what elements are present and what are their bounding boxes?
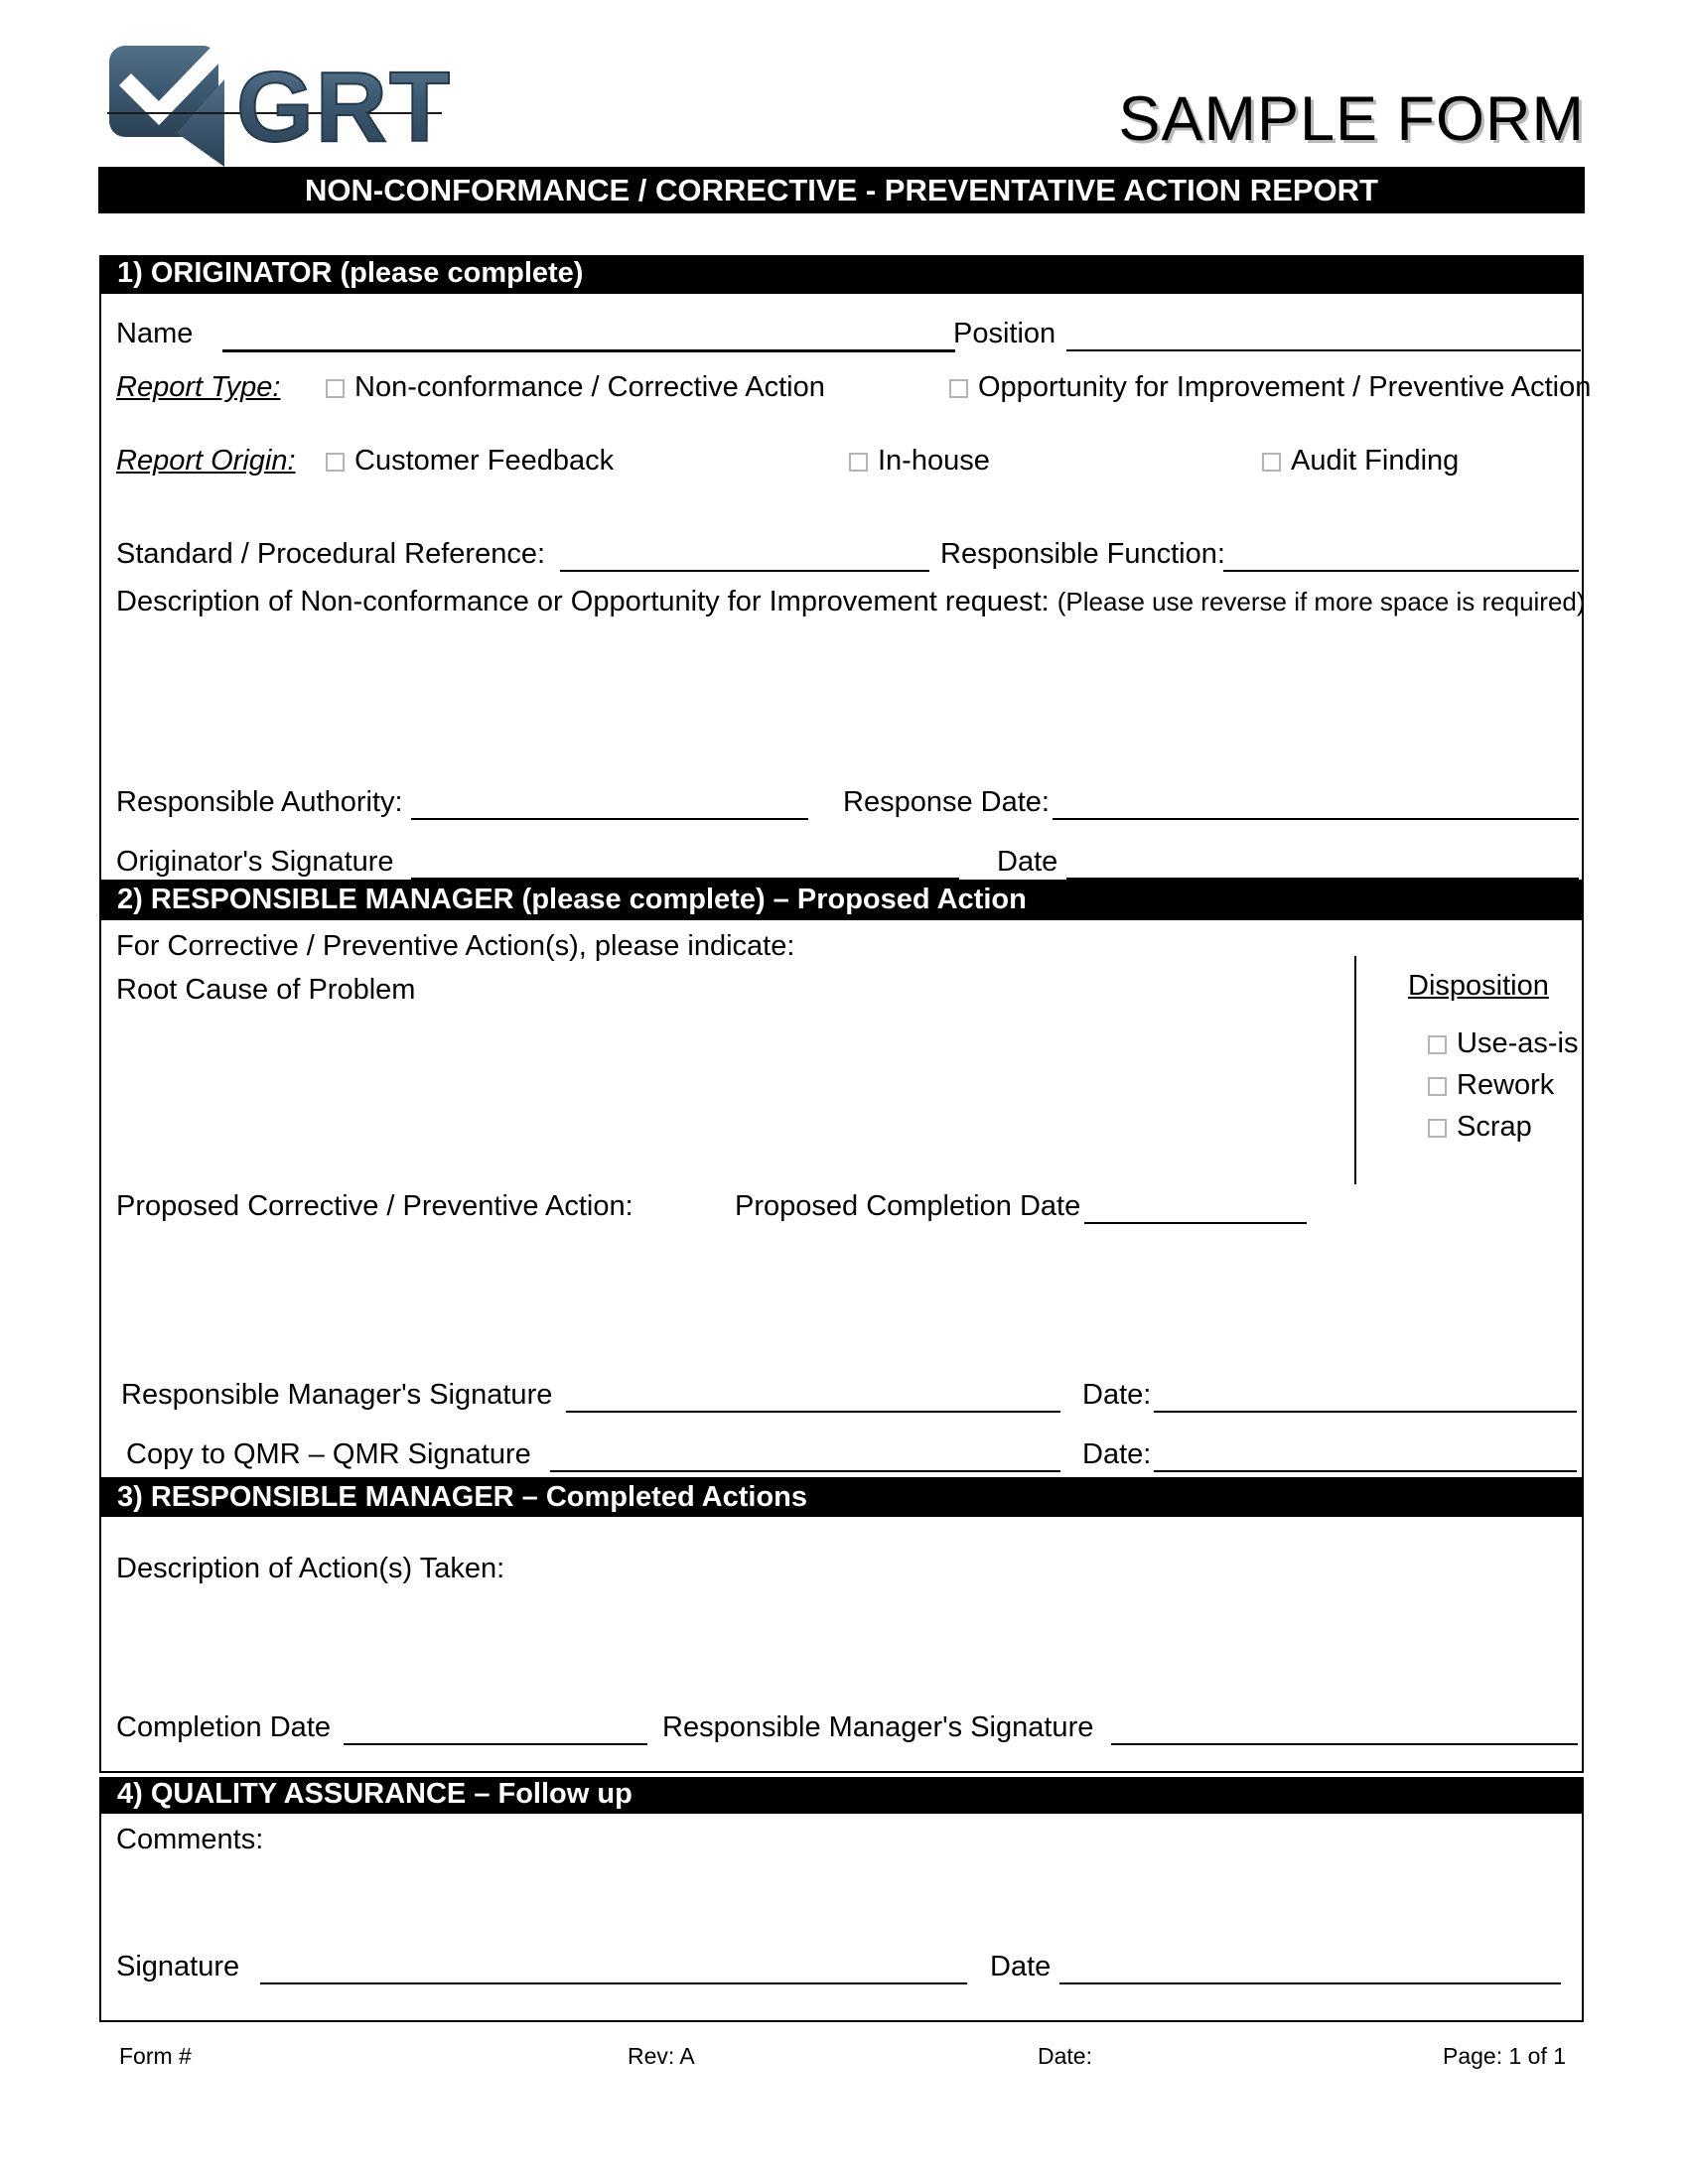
report-origin-label: Report Origin: <box>116 445 296 477</box>
section3-header: 3) RESPONSIBLE MANAGER – Completed Actions <box>99 1479 1584 1515</box>
report-type-option-label: Opportunity for Improvement / Preventive Action <box>978 371 1592 403</box>
qmr-date-field-line[interactable] <box>1154 1470 1577 1472</box>
footer-date: Date: <box>1038 2043 1092 2069</box>
section2-intro: For Corrective / Preventive Action(s), please indicate: <box>116 930 795 962</box>
disposition-option-label: Use-as-is <box>1457 1027 1579 1059</box>
qmr-signature-label: Copy to QMR – QMR Signature <box>126 1438 531 1470</box>
section2-header: 2) RESPONSIBLE MANAGER (please complete) – Proposed Action <box>99 882 1584 918</box>
originator-date-label: Date <box>997 846 1058 878</box>
response-date-label: Response Date: <box>843 786 1050 818</box>
section1-box <box>99 292 1592 882</box>
logo-text: GRT <box>236 52 453 163</box>
grt-logo-graphic <box>99 34 477 173</box>
report-origin-option-customer <box>326 445 614 478</box>
section1-header: 1) ORIGINATOR (please complete) <box>99 255 1584 292</box>
disposition-label: Disposition <box>1408 970 1549 1002</box>
originator-signature-field-line[interactable] <box>411 878 959 880</box>
report-type-option-label: Non-conformance / Corrective Action <box>354 371 825 403</box>
manager-signature-field-line[interactable] <box>566 1411 1060 1413</box>
manager-date-label: Date: <box>1082 1379 1152 1411</box>
disposition-option-scrap <box>1428 1111 1532 1144</box>
standard-reference-field-line[interactable] <box>560 570 929 572</box>
company-logo <box>99 34 477 173</box>
position-field-line[interactable] <box>1066 349 1581 351</box>
report-origin-option-inhouse <box>849 445 990 478</box>
checkbox-use-as-is[interactable] <box>1428 1035 1447 1054</box>
report-origin-option-audit <box>1262 445 1459 478</box>
qa-date-label: Date <box>990 1951 1052 1982</box>
sample-form-stamp: SAMPLE FORM <box>1118 84 1585 154</box>
qa-signature-label: Signature <box>116 1951 240 1982</box>
responsible-function-field-line[interactable] <box>1223 570 1579 572</box>
form-title-bar: NON-CONFORMANCE / CORRECTIVE - PREVENTATIVE ACTION REPORT <box>98 167 1585 213</box>
proposed-completion-label: Proposed Completion Date <box>735 1190 1081 1222</box>
standard-reference-label: Standard / Procedural Reference: <box>116 538 546 570</box>
originator-date-field-line[interactable] <box>1066 878 1579 880</box>
name-field-line[interactable] <box>222 349 955 352</box>
checkbox-audit-finding[interactable] <box>1262 453 1281 472</box>
section4-header: 4) QUALITY ASSURANCE – Follow up <box>99 1777 1584 1812</box>
description-label: Description of Non-conformance or Opportunity for Improvement request: (Please use reverse if more space is required) <box>116 586 1586 617</box>
footer-page-number: Page: 1 of 1 <box>1443 2043 1567 2069</box>
section3-box <box>99 1515 1584 1773</box>
completed-manager-signature-field-line[interactable] <box>1111 1743 1578 1745</box>
checkbox-rework[interactable] <box>1428 1077 1447 1096</box>
section2-box <box>99 918 1584 1479</box>
originator-signature-label: Originator's Signature <box>116 846 394 878</box>
completed-manager-signature-label: Responsible Manager's Signature <box>662 1711 1094 1743</box>
name-label: Name <box>116 318 194 349</box>
qa-signature-field-line[interactable] <box>260 1982 967 1984</box>
response-date-field-line[interactable] <box>1053 818 1579 820</box>
proposed-completion-field-line[interactable] <box>1084 1222 1307 1224</box>
responsible-authority-field-line[interactable] <box>411 818 808 820</box>
completion-date-field-line[interactable] <box>344 1743 647 1745</box>
report-origin-option-label: In-house <box>878 445 990 477</box>
report-type-option-improvement <box>949 371 1591 404</box>
report-type-label: Report Type: <box>116 371 281 403</box>
checkbox-nonconformance-corrective[interactable] <box>326 379 345 398</box>
checkbox-in-house[interactable] <box>849 453 868 472</box>
footer-form-number: Form # <box>119 2043 192 2069</box>
report-origin-option-label: Audit Finding <box>1291 445 1460 477</box>
qmr-signature-field-line[interactable] <box>550 1470 1060 1472</box>
position-label: Position <box>953 318 1056 349</box>
disposition-option-label: Rework <box>1457 1069 1555 1101</box>
page-footer <box>99 2043 1584 2077</box>
section4-box <box>99 1812 1584 2022</box>
root-cause-label: Root Cause of Problem <box>116 974 416 1006</box>
disposition-option-label: Scrap <box>1457 1111 1532 1143</box>
actions-taken-label: Description of Action(s) Taken: <box>116 1553 505 1584</box>
manager-signature-label: Responsible Manager's Signature <box>121 1379 553 1411</box>
checkbox-customer-feedback[interactable] <box>326 453 345 472</box>
disposition-column <box>1354 956 1581 1184</box>
qa-date-field-line[interactable] <box>1059 1982 1561 1984</box>
checkbox-opportunity-improvement[interactable] <box>949 379 968 398</box>
responsible-function-label: Responsible Function: <box>940 538 1225 570</box>
qmr-date-label: Date: <box>1082 1438 1152 1470</box>
checkbox-scrap[interactable] <box>1428 1119 1447 1138</box>
disposition-option-useasis <box>1428 1027 1578 1060</box>
comments-label: Comments: <box>116 1824 264 1855</box>
responsible-authority-label: Responsible Authority: <box>116 786 403 818</box>
completion-date-label: Completion Date <box>116 1711 331 1743</box>
proposed-action-label: Proposed Corrective / Preventive Action: <box>116 1190 633 1222</box>
disposition-option-rework <box>1428 1069 1554 1102</box>
footer-revision: Rev: A <box>628 2043 695 2069</box>
description-note: (Please use reverse if more space is required) <box>1056 587 1586 616</box>
manager-date-field-line[interactable] <box>1154 1411 1577 1413</box>
report-type-option-nonconformance <box>326 371 825 404</box>
report-origin-option-label: Customer Feedback <box>354 445 615 477</box>
